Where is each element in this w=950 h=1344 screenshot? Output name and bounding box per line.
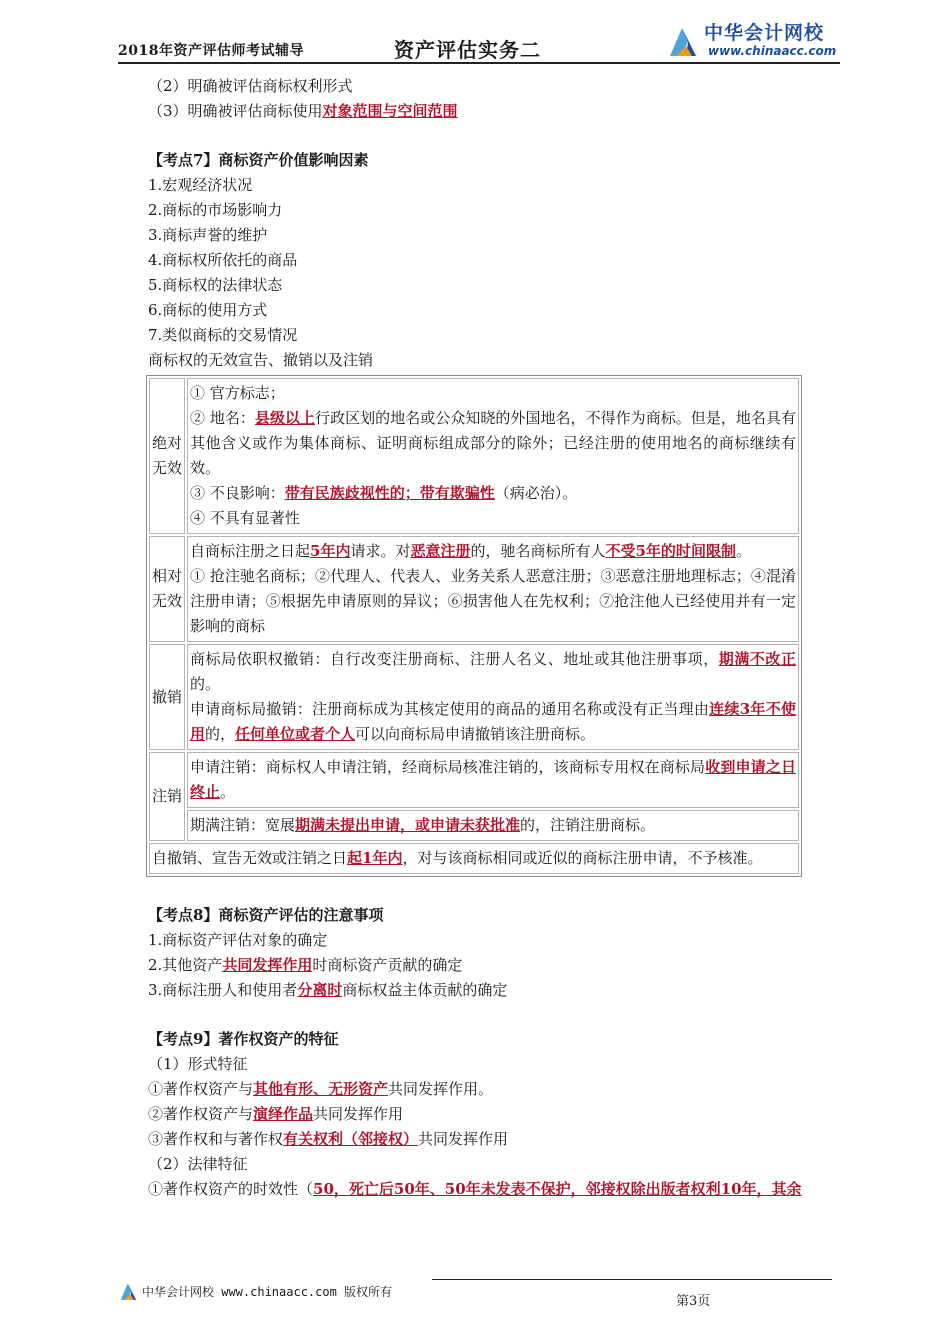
page-header — [118, 18, 840, 62]
row-label-absolute: 绝对无效 — [149, 378, 185, 534]
header-divider — [118, 62, 840, 64]
footer-divider — [432, 1279, 832, 1280]
exam-guide-title: 2018年资产评估师考试辅导 — [118, 43, 304, 59]
table-row — [149, 536, 799, 642]
list-item: 1.商标资产评估对象的确定 — [148, 931, 328, 949]
cancellation-expiry-content: 期满注销：宽展期满未提出申请，或申请未获批准的，注销注册商标。 — [187, 810, 799, 841]
page-content — [148, 74, 808, 1202]
kp8-title: 【考点8】商标资产评估的注意事项 — [148, 906, 384, 924]
list-item: 3.商标注册人和使用者分离时商标权益主体贡献的确定 — [148, 981, 508, 999]
logo-url[interactable]: www.chinaacc.com — [708, 44, 837, 58]
table-footnote: 自撤销、宣告无效或注销之日起1年内，对与该商标相同或近似的商标注册申请，不予核准。 — [149, 843, 799, 874]
document-title: 资产评估实务二 — [394, 38, 541, 62]
list-item: 5.商标权的法律状态 — [148, 276, 283, 294]
page-number: 第3页 — [676, 1294, 711, 1309]
list-item: 7.类似商标的交易情况 — [148, 326, 298, 344]
section-subtitle: （1）形式特征 — [148, 1055, 248, 1073]
trademark-status-subtitle: 商标权的无效宣告、撤销以及注销 — [148, 351, 374, 369]
trademark-invalidation-table — [146, 375, 802, 877]
list-item: ③著作权和与著作权有关权利（邻接权）共同发挥作用 — [148, 1130, 509, 1148]
section-subtitle: （2）法律特征 — [148, 1155, 248, 1173]
list-item: ①著作权资产的时效性（50，死亡后50年、50年未发表不保护，邻接权除出版者权利10年，其余 — [148, 1180, 802, 1198]
intro-line-3: （3）明确被评估商标使用对象范围与空间范围 — [148, 102, 458, 120]
list-item: 1.宏观经济状况 — [148, 176, 253, 194]
list-item: ①著作权资产与其他有形、无形资产共同发挥作用。 — [148, 1080, 494, 1098]
table-row — [149, 843, 799, 874]
kp7-title: 【考点7】商标资产价值影响因素 — [148, 151, 369, 169]
list-item: 2.商标的市场影响力 — [148, 201, 283, 219]
chinaacc-logo[interactable] — [666, 18, 846, 62]
row-label-cancellation: 注销 — [149, 752, 185, 841]
chinaacc-footer-logo-icon — [118, 1281, 140, 1301]
table-row — [149, 810, 799, 841]
footer-copyright: 中华会计网校 www.chinaacc.com 版权所有 — [142, 1285, 393, 1299]
table-row — [149, 752, 799, 808]
kp9-title: 【考点9】著作权资产的特征 — [148, 1030, 339, 1048]
list-item: 6.商标的使用方式 — [148, 301, 268, 319]
list-item: 3.商标声誉的维护 — [148, 226, 268, 244]
table-row — [149, 644, 799, 750]
intro-line-2: （2）明确被评估商标权利形式 — [148, 77, 353, 95]
cancellation-request-content: 申请注销：商标权人申请注销，经商标局核准注销的，该商标专用权在商标局收到申请之日终止。 — [187, 752, 799, 808]
logo-name: 中华会计网校 — [704, 22, 825, 44]
chinaacc-logo-icon — [666, 24, 702, 58]
revocation-content: 商标局依职权撤销：自行改变注册商标、注册人名义、地址或其他注册事项，期满不改正的。 申请商标局撤销：注册商标成为其核定使用的商品的通用名称或没有正当理由连续3年不使用的，任何单位或者个人可以向商标局申请撤销该注册商标。 — [187, 644, 799, 750]
list-item: 2.其他资产共同发挥作用时商标资产贡献的确定 — [148, 956, 463, 974]
list-item: ②著作权资产与演绎作品共同发挥作用 — [148, 1105, 404, 1123]
table-row — [149, 378, 799, 534]
row-label-revocation: 撤销 — [149, 644, 185, 750]
row-label-relative: 相对无效 — [149, 536, 185, 642]
relative-invalid-content: 自商标注册之日起5年内请求。对恶意注册的，驰名商标所有人不受5年的时间限制。 ① 抢注驰名商标；②代理人、代表人、业务关系人恶意注册；③恶意注册地理标志；④混淆注册申请；⑤根据先申请原则的异议；⑥损害他人在先权利；⑦抢注他人已经使用并有一定影响的商标 — [187, 536, 799, 642]
list-item: 4.商标权所依托的商品 — [148, 251, 298, 269]
absolute-invalid-content: ① 官方标志； ② 地名：县级以上行政区划的地名或公众知晓的外国地名，不得作为商标。但是，地名具有其他含义或作为集体商标、证明商标组成部分的除外；已经注册的使用地名的商标继续有效。 ③ 不良影响：带有民族歧视性的；带有欺骗性（病必治）。 ④ 不具有显著性 — [187, 378, 799, 534]
